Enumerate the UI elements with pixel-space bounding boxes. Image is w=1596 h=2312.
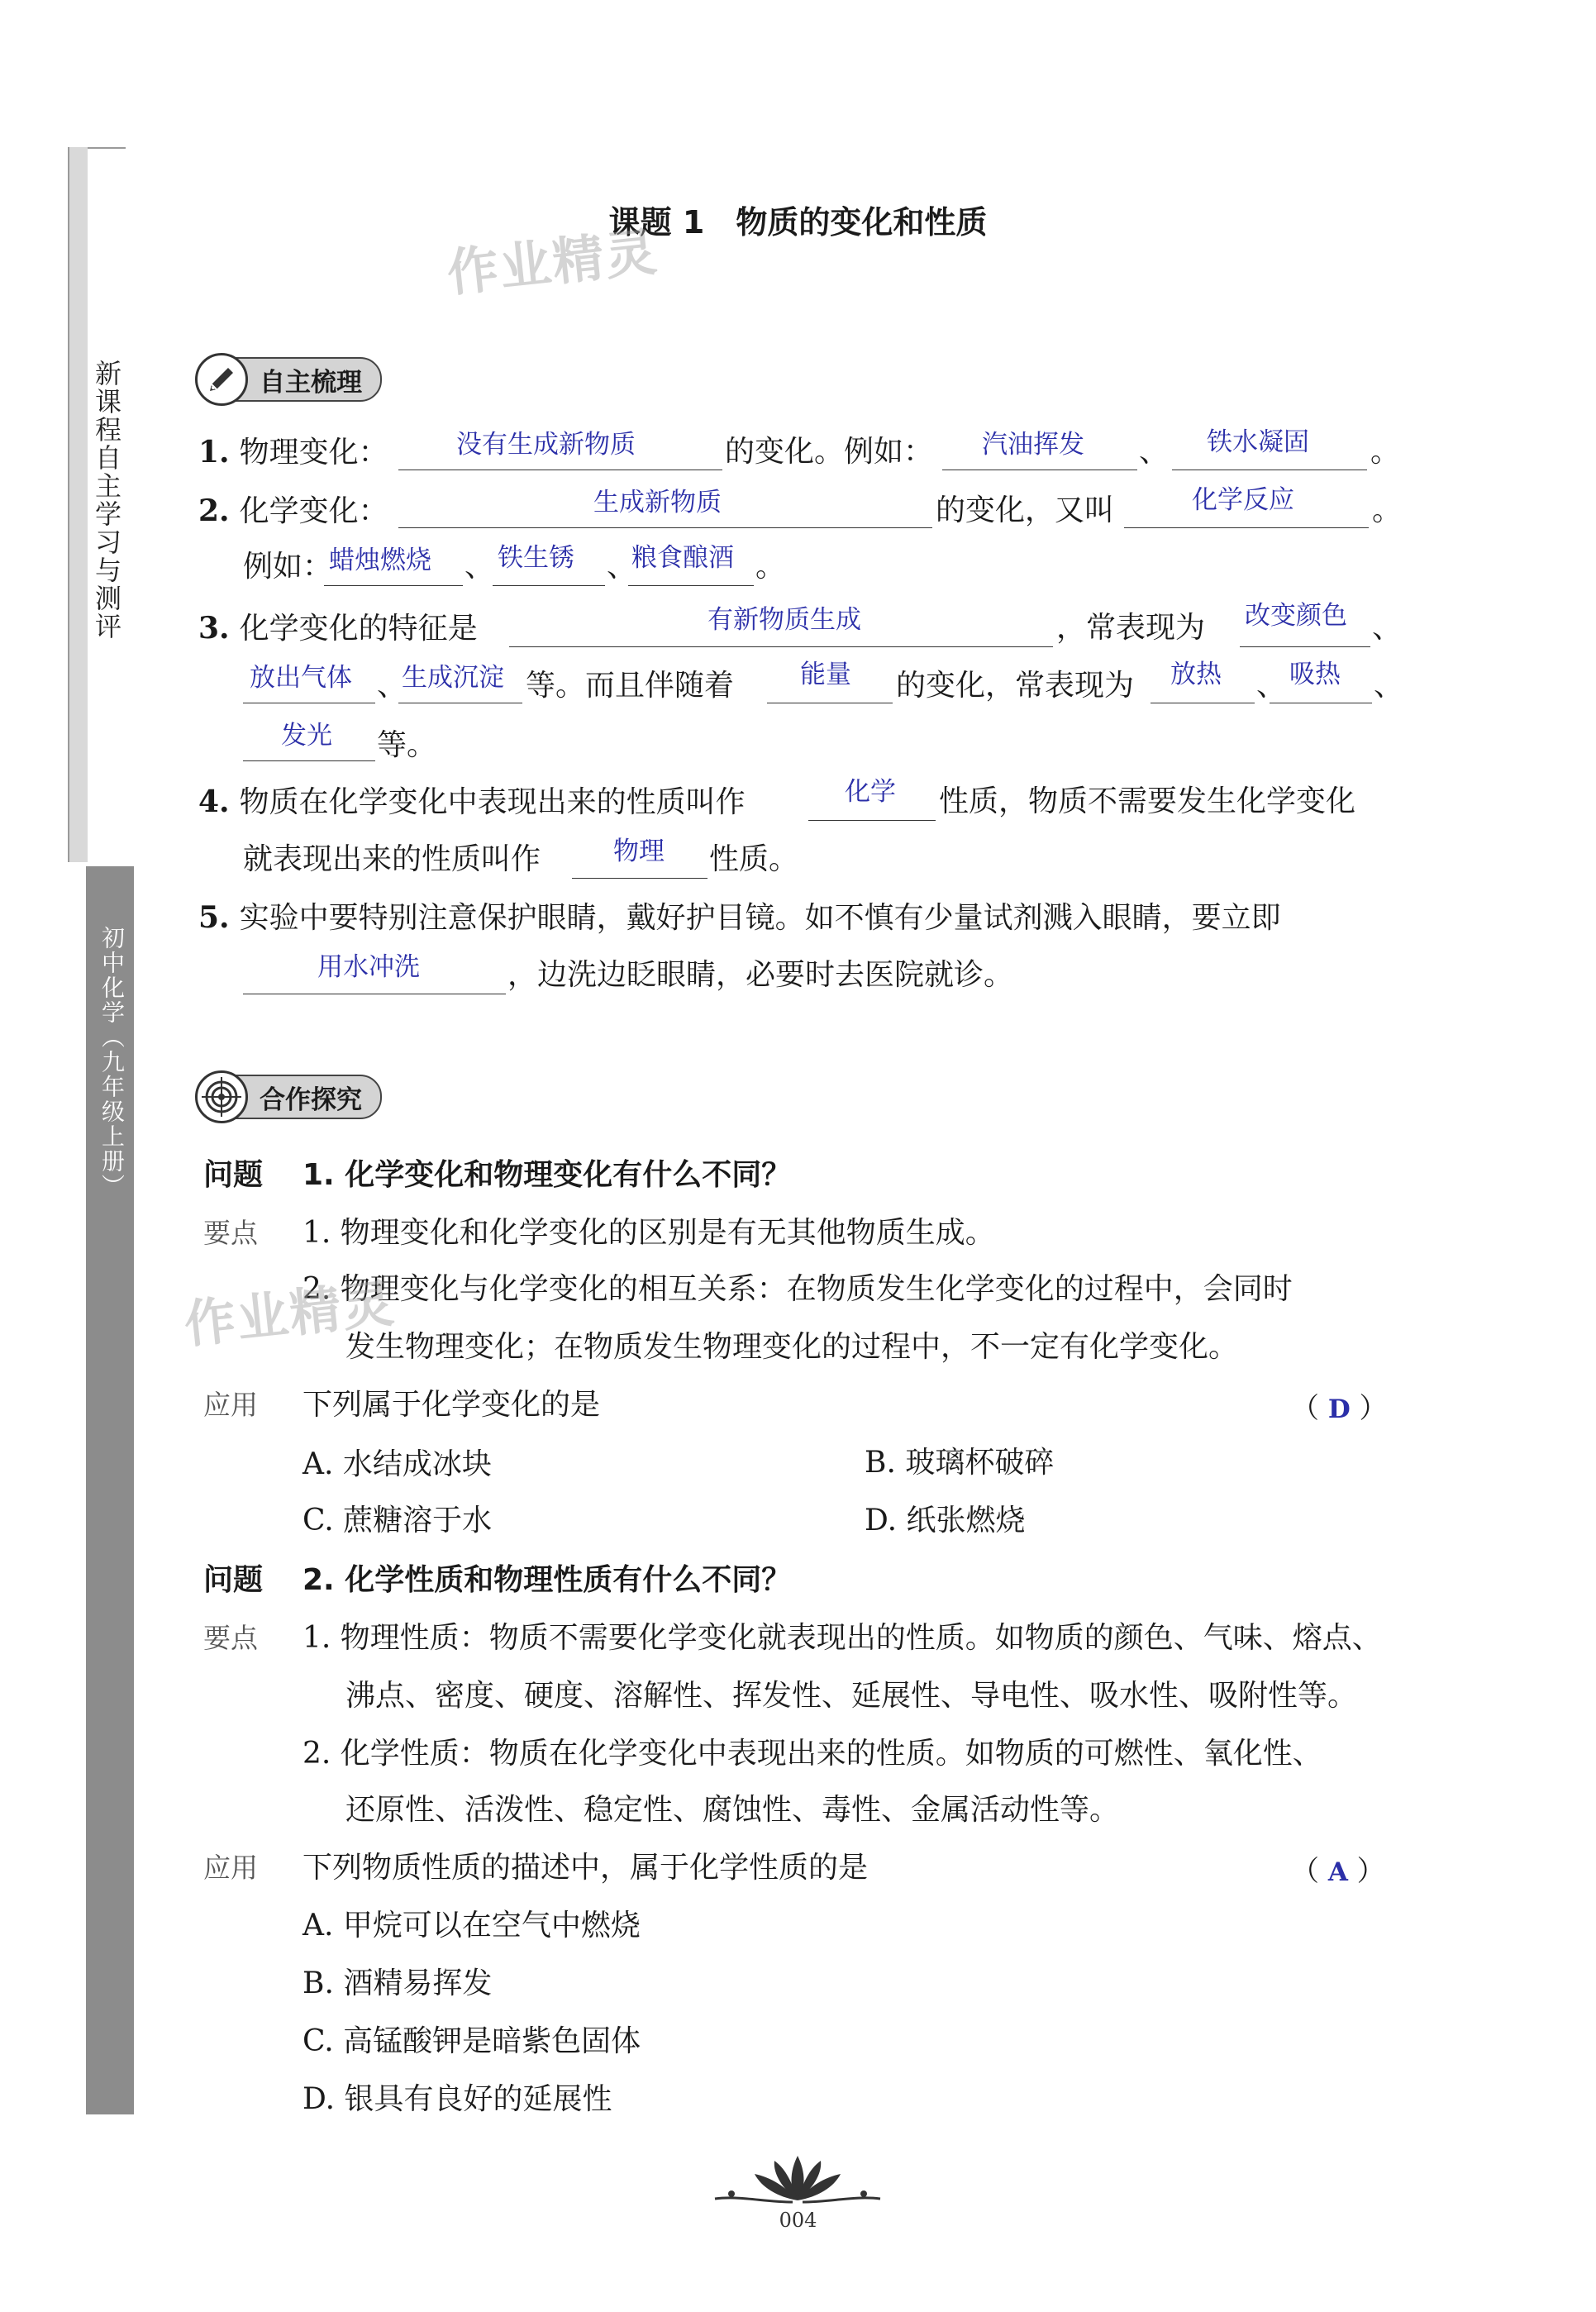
answer-2d: 铁生锈 bbox=[498, 543, 574, 573]
answer-4b: 物理 bbox=[613, 837, 665, 866]
item-5-line: 5. 实验中要特别注意保护眼睛，戴好护目镜。如不慎有少量试剂溅入眼睛，要立即 bbox=[198, 900, 1281, 935]
key-point-line: 发生物理变化；在物质发生物理变化的过程中，不一定有化学变化。 bbox=[345, 1330, 1239, 1364]
question-2-label: 问题 bbox=[203, 1563, 264, 1597]
application-label: 应用 bbox=[203, 1389, 258, 1421]
sidebar-top-band bbox=[68, 147, 88, 862]
answer-3g: 吸热 bbox=[1289, 660, 1341, 689]
option-b[interactable]: B. 玻璃杯破碎 bbox=[865, 1446, 1055, 1480]
item-2-line: 2. 化学变化： bbox=[198, 493, 388, 528]
section-label: 自主梳理 bbox=[260, 367, 362, 398]
item-3c-text-1: 等。 bbox=[377, 728, 437, 762]
answer-3h: 发光 bbox=[281, 721, 332, 751]
item-4-text-2: 性质，物质不需要发生化学变化 bbox=[939, 784, 1356, 818]
item-1-text-2: 的变化。例如： bbox=[725, 435, 934, 469]
target-icon bbox=[195, 1070, 248, 1123]
option-a[interactable]: A. 水结成冰块 bbox=[303, 1447, 492, 1481]
book-subject-title: 初中化学（九年级上册） bbox=[98, 926, 126, 1199]
answer-2b: 化学反应 bbox=[1192, 485, 1294, 515]
answer-3b: 改变颜色 bbox=[1245, 601, 1347, 631]
answer-3f: 放热 bbox=[1170, 660, 1222, 689]
option-a[interactable]: A. 甲烷可以在空气中燃烧 bbox=[303, 1909, 641, 1943]
item-3b-text-5: 、 bbox=[1374, 669, 1404, 703]
item-2-text-2: 的变化，又叫 bbox=[936, 493, 1115, 527]
item-1-text-4: 。 bbox=[1370, 435, 1401, 469]
application-label: 应用 bbox=[203, 1852, 258, 1884]
answer-2a: 生成新物质 bbox=[593, 488, 722, 517]
answer-1c: 铁水凝固 bbox=[1207, 427, 1309, 457]
section-label: 合作探究 bbox=[260, 1084, 362, 1115]
application-text: 下列物质性质的描述中，属于化学性质的是 bbox=[303, 1851, 869, 1885]
answer-3e: 能量 bbox=[800, 660, 851, 689]
answer-2e: 粮食酿酒 bbox=[631, 543, 734, 573]
item-2b-text-1: 例如： bbox=[243, 550, 333, 584]
answer-5a: 用水冲洗 bbox=[317, 952, 420, 982]
question-2-text: 2. 化学性质和物理性质有什么不同？ bbox=[303, 1563, 792, 1597]
item-1-line: 1. 物理变化： bbox=[198, 435, 388, 470]
option-d[interactable]: D. 银具有良好的延展性 bbox=[303, 2082, 612, 2116]
section-tag-cooperative-inquiry bbox=[197, 1075, 382, 1119]
item-2b-text-3: 、 bbox=[607, 550, 637, 584]
question-1-label: 问题 bbox=[203, 1158, 264, 1192]
answer-3d: 生成沉淀 bbox=[402, 663, 504, 693]
answer-3c: 放出气体 bbox=[250, 663, 352, 693]
answer-4a: 化学 bbox=[845, 777, 896, 807]
answer-2c: 蜡烛燃烧 bbox=[329, 546, 431, 575]
item-2b-text-2: 、 bbox=[465, 550, 495, 584]
item-3b-text-4: 、 bbox=[1256, 669, 1287, 703]
watermark: 作业精灵 bbox=[444, 221, 661, 304]
option-c[interactable]: C. 高锰酸钾是暗紫色固体 bbox=[303, 2024, 641, 2058]
item-3-text-3: 、 bbox=[1372, 611, 1403, 645]
option-d[interactable]: D. 纸张燃烧 bbox=[865, 1504, 1026, 1537]
item-3-line: 3. 化学变化的特征是 bbox=[198, 611, 478, 646]
item-4b-text-1: 就表现出来的性质叫作 bbox=[243, 842, 541, 876]
key-points-label: 要点 bbox=[203, 1217, 258, 1249]
key-point-line: 1. 物理性质：物质不需要化学变化就表现出的性质。如物质的颜色、气味、熔点、 bbox=[303, 1621, 1382, 1655]
item-4-line: 4. 物质在化学变化中表现出来的性质叫作 bbox=[198, 784, 746, 819]
watermark: 作业精灵 bbox=[181, 1272, 398, 1356]
item-5b-text-1: ，边洗边眨眼睛，必要时去医院就诊。 bbox=[507, 958, 1014, 992]
key-point-line: 沸点、密度、硬度、溶解性、挥发性、延展性、导电性、吸水性、吸附性等。 bbox=[345, 1679, 1358, 1713]
item-4b-text-2: 性质。 bbox=[709, 842, 799, 876]
pen-icon bbox=[195, 353, 248, 406]
page-number: 004 bbox=[779, 2209, 817, 2232]
key-point-line: 2. 化学性质：物质在化学变化中表现出来的性质。如物质的可燃性、氧化性、 bbox=[303, 1737, 1322, 1771]
item-2-text-3: 。 bbox=[1372, 493, 1403, 527]
item-3b-text-3: 的变化，常表现为 bbox=[896, 669, 1135, 703]
answer-1b: 汽油挥发 bbox=[982, 430, 1084, 460]
item-1-text-3: 、 bbox=[1139, 435, 1170, 469]
key-point-line: 2. 物理变化与化学变化的相互关系：在物质发生化学变化的过程中，会同时 bbox=[303, 1272, 1293, 1306]
key-point-line: 1. 物理变化和化学变化的区别是有无其他物质生成。 bbox=[303, 1216, 995, 1250]
question-1-text: 1. 化学变化和物理变化有什么不同？ bbox=[303, 1158, 792, 1192]
application-text: 下列属于化学变化的是 bbox=[303, 1388, 601, 1422]
item-3-text-2: ，常表现为 bbox=[1056, 611, 1206, 645]
item-3b-text-2: 等。而且伴随着 bbox=[526, 669, 735, 703]
key-point-line: 还原性、活泼性、稳定性、腐蚀性、毒性、金属活动性等。 bbox=[345, 1793, 1120, 1827]
book-series-title: 新课程自主学习与测评 bbox=[91, 360, 122, 641]
answer-3a: 有新物质生成 bbox=[707, 605, 861, 635]
section-tag-self-study bbox=[197, 357, 382, 402]
item-3b-text-1: 、 bbox=[377, 669, 407, 703]
answer-choice: A bbox=[1327, 1857, 1348, 1887]
answer-choice: D bbox=[1327, 1394, 1351, 1424]
page-title: 课题 1 物质的变化和性质 bbox=[608, 204, 988, 241]
item-2b-text-4: 。 bbox=[755, 550, 786, 584]
answer-bracket: （ A ） bbox=[1291, 1855, 1385, 1888]
option-b[interactable]: B. 酒精易挥发 bbox=[303, 1966, 493, 2000]
key-points-label: 要点 bbox=[203, 1622, 258, 1654]
answer-bracket: （ D ） bbox=[1291, 1392, 1388, 1425]
answer-1a: 没有生成新物质 bbox=[456, 430, 636, 460]
option-c[interactable]: C. 蔗糖溶于水 bbox=[303, 1504, 493, 1537]
